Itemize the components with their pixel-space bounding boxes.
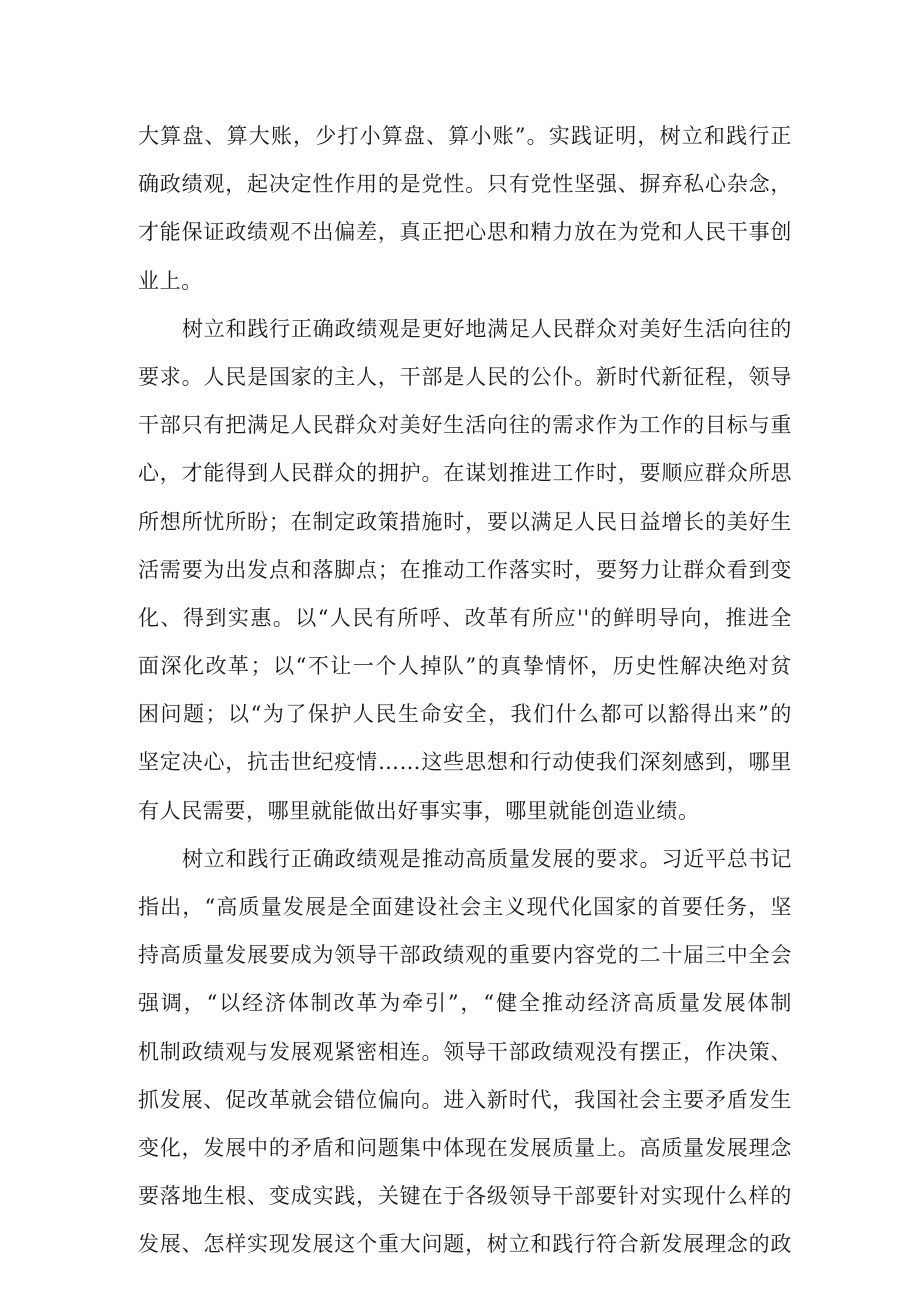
text-line: 大算盘、算大账，少打小算盘、算小账”。实践证明，树立和践行正 <box>138 124 792 148</box>
text-line: 所想所忧所盼；在制定政策措施时，要以满足人民日益增长的美好生 <box>138 509 792 534</box>
text-line: 持高质量发展要成为领导干部政绩观的重要内容党的二十届三中全会 <box>138 943 792 968</box>
text-line: 有人民需要，哪里就能做出好事实事，哪里就能创造业绩。 <box>138 798 700 823</box>
text-line: 发展、怎样实现发展这个重大问题，树立和践行符合新发展理念的政 <box>138 1232 792 1257</box>
text-line: 困问题；以“为了保护人民生命安全，我们什么都可以豁得出来”的 <box>138 702 792 727</box>
paragraph-p3 <box>138 835 792 1269</box>
text-line: 机制政绩观与发展观紧密相连。领导干部政绩观没有摆正，作决策、 <box>138 1039 792 1064</box>
text-line: 树立和践行正确政绩观是更好地满足人民群众对美好生活向往的 <box>182 316 792 341</box>
paragraph-p2 <box>138 305 792 835</box>
document-body <box>138 112 792 1269</box>
text-line: 才能保证政绩观不出偏差，真正把心思和精力放在为党和人民干事创 <box>138 220 792 245</box>
text-line: 树立和践行正确政绩观是推动高质量发展的要求。习近平总书记 <box>182 846 792 871</box>
text-line: 干部只有把满足人民群众对美好生活向往的需求作为工作的目标与重 <box>138 413 792 438</box>
text-line: 化、得到实惠。以“人民有所呼、改革有所应''的鲜明导向，推进全 <box>138 605 792 630</box>
text-line: 指出，“高质量发展是全面建设社会主义现代化国家的首要任务，坚 <box>138 895 792 919</box>
text-line: 抓发展、促改革就会错位偏向。进入新时代，我国社会主要矛盾发生 <box>138 1087 792 1112</box>
text-line: 面深化改革；以“不让一个人掉队”的真挚情怀，历史性解决绝对贫 <box>138 654 792 679</box>
text-line: 变化，发展中的矛盾和问题集中体现在发展质量上。高质量发展理念 <box>138 1135 792 1160</box>
text-line: 确政绩观，起决定性作用的是党性。只有党性坚强、摒弃私心杂念， <box>138 172 792 197</box>
text-line: 业上。 <box>138 268 203 293</box>
text-line: 要求。人民是国家的主人，干部是人民的公仆。新时代新征程，领导 <box>138 364 792 389</box>
text-line: 活需要为出发点和落脚点；在推动工作落实时，要努力让群众看到变 <box>138 557 792 582</box>
paragraph-p1 <box>138 112 792 305</box>
text-line: 要落地生根、变成实践，关键在于各级领导干部要针对实现什么样的 <box>138 1184 792 1209</box>
text-line: 强调，“以经济体制改革为牵引”，“健全推动经济高质量发展体制 <box>138 991 792 1016</box>
text-line: 心，才能得到人民群众的拥护。在谋划推进工作时，要顺应群众所思 <box>138 461 792 486</box>
text-line: 坚定决心，抗击世纪疫情……这些思想和行动使我们深刻感到，哪里 <box>138 750 792 775</box>
